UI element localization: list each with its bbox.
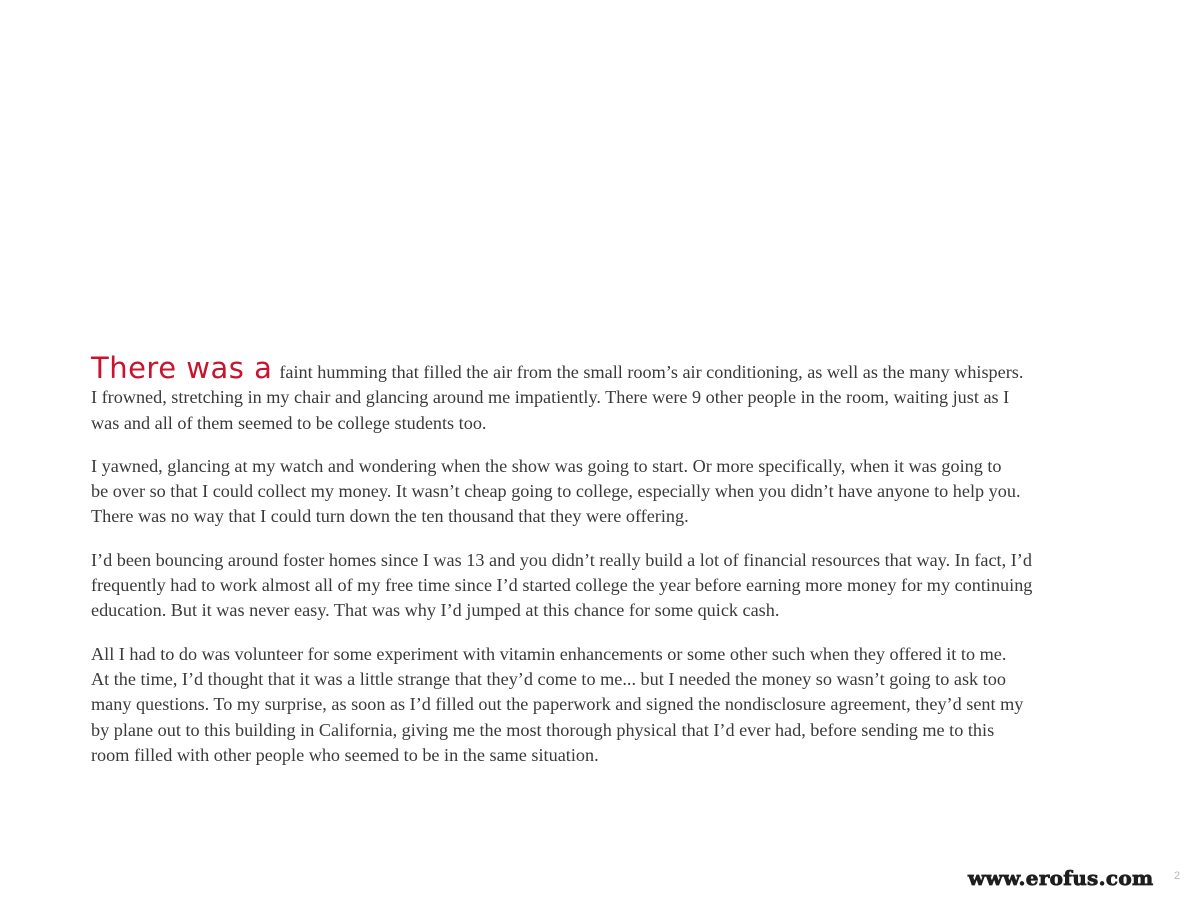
story-paragraph-3: I’d been bouncing around foster homes since I was 13 and you didn’t really build a lot of financial resources that way. In fact, I’d frequently had to work almost all of my free time since I’d started college the year before earning more money for my continuing education. But it was never easy. That was why I’d jumped at this chance for some quick cash.: [91, 549, 1033, 621]
page-number: 2: [1174, 870, 1181, 882]
lead-in-heading: There was a: [91, 351, 273, 385]
story-paragraph-1: [91, 351, 1121, 436]
paragraph-1-text: faint humming that filled the air from the small room’s air conditioning, as well as the many whispers. I frowned, stretching in my chair and glancing around me impatiently. There were 9 other people in the room, waiting just as I was and all of them seemed to be college students too.: [91, 362, 1024, 433]
story-paragraph-4: All I had to do was volunteer for some experiment with vitamin enhancements or some other such when they offered it to me. At the time, I’d thought that it was a little strange that they’d come to me... but I needed the money so wasn’t going to ask too many questions. To my surprise, as soon as I’d filled out the paperwork and signed the nondisclosure agreement, they’d sent my by plane out to this building in California, giving me the most thorough physical that I’d ever had, before sending me to this room filled with other people who seemed to be in the same situation.: [91, 643, 1024, 765]
watermark: www.erofus.com: [968, 866, 1154, 890]
story-text: [91, 351, 1121, 786]
story-paragraph-2: I yawned, glancing at my watch and wondering when the show was going to start. Or more specifically, when it was going to be over so that I could collect my money. It wasn’t cheap going to college, especially when you didn’t have anyone to help you. There was no way that I could turn down the ten thousand that they were offering.: [91, 455, 1021, 527]
